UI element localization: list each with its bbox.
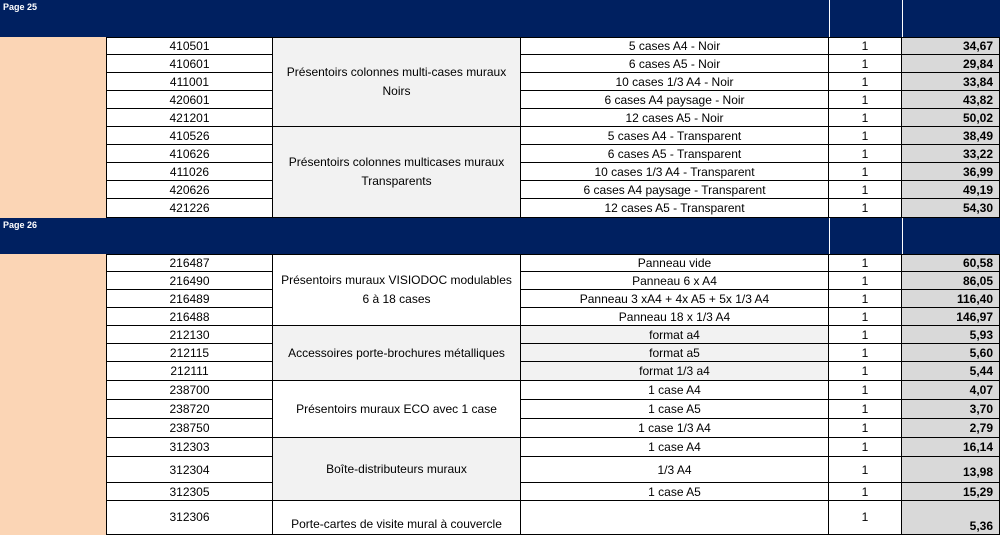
price: 33,22 [902, 145, 1000, 163]
band-divider [902, 0, 903, 37]
product-group-description: Présentoirs muraux VISIODOC modulables 6 à 18 cases [273, 254, 521, 326]
product-code: 421226 [106, 199, 273, 218]
product-variant: 5 cases A4 - Transparent [521, 127, 829, 145]
quantity: 1 [829, 400, 902, 419]
product-group-description: Présentoirs colonnes multicases muraux Transparents [273, 127, 521, 218]
band-divider [902, 218, 903, 254]
product-variant: Panneau 3 xA4 + 4x A5 + 5x 1/3 A4 [521, 290, 829, 308]
product-variant: 1 case 1/3 A4 [521, 419, 829, 438]
product-code: 410526 [106, 127, 273, 145]
product-code: 212111 [106, 362, 273, 381]
quantity: 1 [829, 91, 902, 109]
product-code: 216488 [106, 308, 273, 326]
quantity: 1 [829, 109, 902, 127]
product-group-description: Accessoires porte-brochures métalliques [273, 326, 521, 381]
page-header-band [0, 218, 1000, 254]
product-code: 238750 [106, 419, 273, 438]
quantity: 1 [829, 326, 902, 344]
price: 16,14 [902, 438, 1000, 457]
product-code: 312304 [106, 457, 273, 483]
product-code: 312305 [106, 483, 273, 501]
product-code: 421201 [106, 109, 273, 127]
left-margin-column [0, 37, 106, 218]
quantity: 1 [829, 163, 902, 181]
product-variant: 1 case A4 [521, 438, 829, 457]
product-code: 410601 [106, 55, 273, 73]
band-divider [829, 0, 830, 37]
product-variant: format a4 [521, 326, 829, 344]
quantity: 1 [829, 381, 902, 400]
price: 2,79 [902, 419, 1000, 438]
price: 36,99 [902, 163, 1000, 181]
product-code: 216490 [106, 272, 273, 290]
quantity: 1 [829, 438, 902, 457]
quantity: 1 [829, 308, 902, 326]
product-variant: format a5 [521, 344, 829, 362]
quantity: 1 [829, 37, 902, 55]
price: 54,30 [902, 199, 1000, 218]
quantity: 1 [829, 73, 902, 91]
product-variant: Panneau 6 x A4 [521, 272, 829, 290]
product-variant: 12 cases A5 - Noir [521, 109, 829, 127]
product-code: 312303 [106, 438, 273, 457]
product-group-description: Présentoirs colonnes multi-cases muraux Noirs [273, 37, 521, 127]
quantity: 1 [829, 272, 902, 290]
product-variant: 10 cases 1/3 A4 - Noir [521, 73, 829, 91]
page-header-band [0, 0, 1000, 37]
quantity: 1 [829, 127, 902, 145]
quantity: 1 [829, 419, 902, 438]
product-variant: 1 case A4 [521, 381, 829, 400]
product-variant [521, 501, 829, 535]
product-code: 212115 [106, 344, 273, 362]
product-variant: 1/3 A4 [521, 457, 829, 483]
price: 146,97 [902, 308, 1000, 326]
price: 15,29 [902, 483, 1000, 501]
product-variant: 6 cases A5 - Transparent [521, 145, 829, 163]
quantity: 1 [829, 344, 902, 362]
product-variant: 1 case A5 [521, 483, 829, 501]
price: 5,36 [902, 501, 1000, 535]
price: 5,44 [902, 362, 1000, 381]
product-code: 420626 [106, 181, 273, 199]
product-variant: 1 case A5 [521, 400, 829, 419]
price: 13,98 [902, 457, 1000, 483]
product-code: 411026 [106, 163, 273, 181]
product-variant: 6 cases A4 paysage - Transparent [521, 181, 829, 199]
product-code: 411001 [106, 73, 273, 91]
price: 49,19 [902, 181, 1000, 199]
product-code: 216487 [106, 254, 273, 272]
left-margin-column [0, 254, 106, 535]
product-code: 238720 [106, 400, 273, 419]
page-label: Page 25 [3, 2, 38, 12]
product-code: 238700 [106, 381, 273, 400]
price: 60,58 [902, 254, 1000, 272]
product-variant: 6 cases A4 paysage - Noir [521, 91, 829, 109]
product-code: 410626 [106, 145, 273, 163]
product-variant: 5 cases A4 - Noir [521, 37, 829, 55]
quantity: 1 [829, 199, 902, 218]
price: 43,82 [902, 91, 1000, 109]
product-code: 410501 [106, 37, 273, 55]
quantity: 1 [829, 362, 902, 381]
price: 34,67 [902, 37, 1000, 55]
quantity: 1 [829, 181, 902, 199]
product-group-description: Boîte-distributeurs muraux [273, 438, 521, 501]
quantity: 1 [829, 501, 902, 535]
quantity: 1 [829, 254, 902, 272]
product-code: 216489 [106, 290, 273, 308]
product-code: 420601 [106, 91, 273, 109]
quantity: 1 [829, 290, 902, 308]
product-variant: 12 cases A5 - Transparent [521, 199, 829, 218]
quantity: 1 [829, 145, 902, 163]
price: 29,84 [902, 55, 1000, 73]
band-divider [829, 218, 830, 254]
price: 4,07 [902, 381, 1000, 400]
product-variant: Panneau vide [521, 254, 829, 272]
price: 50,02 [902, 109, 1000, 127]
product-variant: Panneau 18 x 1/3 A4 [521, 308, 829, 326]
product-variant: 6 cases A5 - Noir [521, 55, 829, 73]
price: 3,70 [902, 400, 1000, 419]
price: 5,93 [902, 326, 1000, 344]
product-group-description: Présentoirs muraux ECO avec 1 case [273, 381, 521, 438]
product-code: 212130 [106, 326, 273, 344]
price: 33,84 [902, 73, 1000, 91]
product-group-description: Porte-cartes de visite mural à couvercle [273, 501, 521, 535]
product-code: 312306 [106, 501, 273, 535]
quantity: 1 [829, 457, 902, 483]
price: 38,49 [902, 127, 1000, 145]
price: 5,60 [902, 344, 1000, 362]
page-label: Page 26 [3, 220, 38, 230]
quantity: 1 [829, 483, 902, 501]
price: 116,40 [902, 290, 1000, 308]
price: 86,05 [902, 272, 1000, 290]
product-variant: 10 cases 1/3 A4 - Transparent [521, 163, 829, 181]
product-variant: format 1/3 a4 [521, 362, 829, 381]
quantity: 1 [829, 55, 902, 73]
